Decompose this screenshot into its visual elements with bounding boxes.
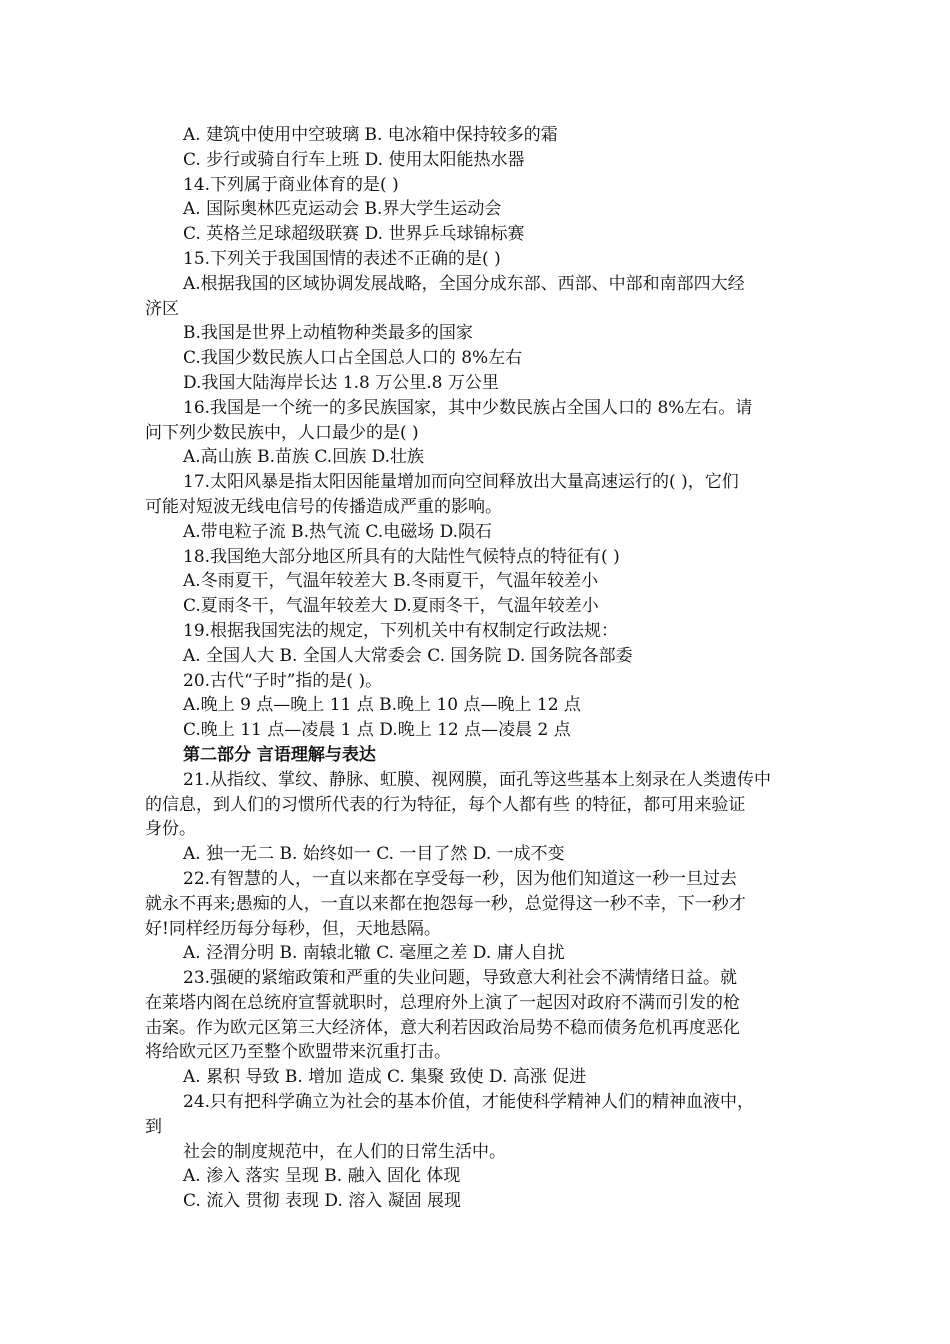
text-line: B.我国是世界上动植物种类最多的国家 (183, 323, 473, 344)
text-line: 22.有智慧的人，一直以来都在享受每一秒，因为他们知道这一秒一旦过去 (183, 868, 738, 889)
text-line: 20.古代“子时”指的是( )。 (183, 670, 383, 691)
text-line: 身份。 (145, 819, 196, 840)
text-line: C. 步行或骑自行车上班 D. 使用太阳能热水器 (183, 149, 525, 170)
text-line: A.带电粒子流 B.热气流 C.电磁场 D.陨石 (183, 521, 493, 542)
section-heading: 第二部分 言语理解与表达 (183, 744, 376, 765)
text-line: 到 (145, 1116, 162, 1137)
text-line: C.夏雨冬干，气温年较差大 D.夏雨冬干，气温年较差小 (183, 596, 599, 617)
text-line: C.我国少数民族人口占全国总人口的 8%左右 (183, 348, 523, 369)
text-line: 14.下列属于商业体育的是( ) (183, 174, 399, 195)
text-line: 24.只有把科学确立为社会的基本价值，才能使科学精神人们的精神血液中， (183, 1092, 755, 1113)
text-line: A. 泾渭分明 B. 南辕北辙 C. 毫厘之差 D. 庸人自扰 (183, 943, 565, 964)
text-line: 的信息，到人们的习惯所代表的行为特征，每个人都有些 的特征，都可用来验证 (145, 794, 746, 815)
text-line: C. 流入 贯彻 表现 D. 溶入 凝固 展现 (183, 1191, 462, 1212)
text-line: A. 建筑中使用中空玻璃 B. 电冰箱中保持较多的霜 (183, 125, 558, 145)
text-line: 济区 (145, 298, 179, 319)
text-line: 在莱塔内阁在总统府宣誓就职时，总理府外上演了一起因对政府不满而引发的枪 (145, 992, 740, 1013)
document-page (145, 123, 815, 1214)
text-line: 19.根据我国宪法的规定，下列机关中有权制定行政法规： (183, 620, 619, 641)
text-line: 将给欧元区乃至整个欧盟带来沉重打击。 (145, 1042, 451, 1063)
text-line: 18.我国绝大部分地区所具有的大陆性气候特点的特征有( ) (183, 546, 620, 567)
text-line: 17.太阳风暴是指太阳因能量增加而向空间释放出大量高速运行的( )，它们 (183, 472, 739, 493)
text-line: 就永不再来;愚痴的人，一直以来都在抱怨每一秒，总觉得这一秒不幸，下一秒才 (145, 893, 746, 914)
text-line: 16.我国是一个统一的多民族国家，其中少数民族占全国人口的 8%左右。请 (183, 397, 753, 418)
text-line: A. 渗入 落实 呈现 B. 融入 固化 体现 (183, 1166, 461, 1187)
text-line: A. 全国人大 B. 全国人大常委会 C. 国务院 D. 国务院各部委 (183, 645, 633, 666)
text-line: A. 独一无二 B. 始终如一 C. 一目了然 D. 一成不变 (183, 844, 565, 865)
text-line: 社会的制度规范中，在人们的日常生活中。 (183, 1141, 506, 1162)
text-line: D.我国大陆海岸长达 1.8 万公里.8 万公里 (183, 372, 499, 393)
text-line: A.根据我国的区域协调发展战略，全国分成东部、西部、中部和南部四大经 (183, 273, 745, 294)
text-line: 问下列少数民族中，人口最少的是( ) (145, 422, 419, 443)
text-line: A.冬雨夏干，气温年较差大 B.冬雨夏干，气温年较差小 (183, 571, 598, 592)
text-line: C.晚上 11 点—凌晨 1 点 D.晚上 12 点—凌晨 2 点 (183, 720, 571, 741)
text-line: A. 国际奥林匹克运动会 B.界大学生运动会 (183, 199, 502, 220)
text-line: A.高山族 B.苗族 C.回族 D.壮族 (183, 447, 425, 468)
text-line: 可能对短波无线电信号的传播造成严重的影响。 (145, 496, 502, 517)
text-line: 15.下列关于我国国情的表述不正确的是( ) (183, 248, 501, 269)
text-line: 21.从指纹、掌纹、静脉、虹膜、视网膜，面孔等这些基本上刻录在人类遗传中 (183, 769, 772, 790)
text-line: 击案。作为欧元区第三大经济体，意大利若因政治局势不稳而债务危机再度恶化 (145, 1017, 740, 1038)
text-line: 23.强硬的紧缩政策和严重的失业问题，导致意大利社会不满情绪日益。就 (183, 968, 738, 989)
text-line: C. 英格兰足球超级联赛 D. 世界乒乓球锦标赛 (183, 224, 525, 245)
text-line: 好!同样经历每分每秒，但，天地悬隔。 (145, 918, 441, 939)
text-line: A. 累积 导致 B. 增加 造成 C. 集聚 致使 D. 高涨 促进 (183, 1067, 587, 1088)
text-line: A.晚上 9 点—晚上 11 点 B.晚上 10 点—晚上 12 点 (183, 695, 581, 716)
